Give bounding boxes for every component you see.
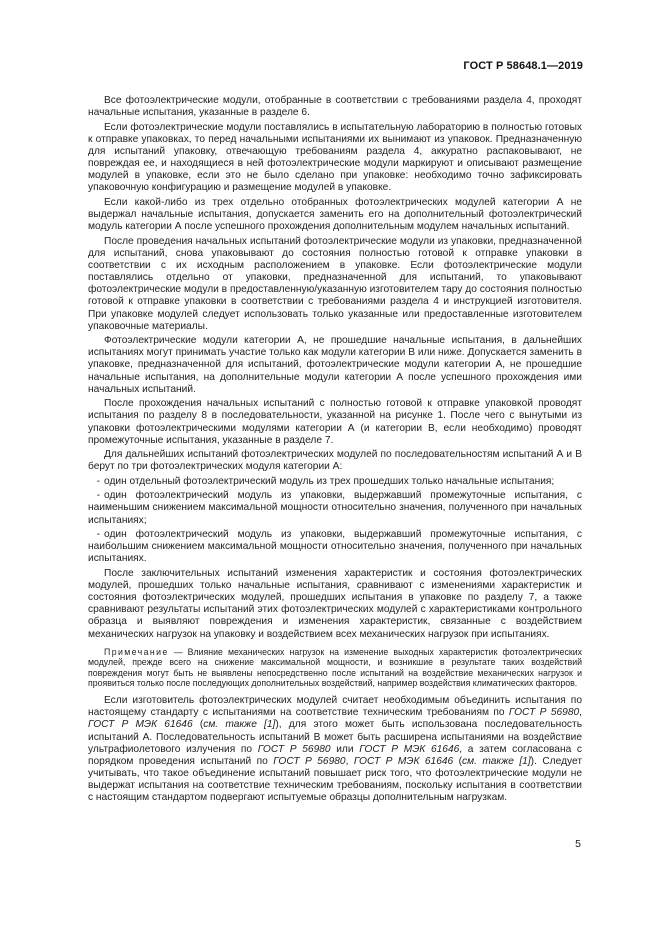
paragraph: После заключительных испытаний изменения характеристик и состояния фотоэлектрических модулей, прошедших только начальные испытания, сравнивают с изменениями характеристик и состояния фотоэлектрических модулей, прошедших испытания в упаковке по разделу 7, а также сравнивают результаты испытаний этих фотоэлектрических модулей с характеристиками контрольного образца и выявляют повреждения и изменения характеристик, связанные с воздействием механических нагрузок на упаковку и воздействием всех механических нагрузок при испытаниях. bbox=[88, 567, 582, 640]
bibliography-reference: см. также [1] bbox=[203, 719, 276, 731]
list-item: - один отдельный фотоэлектрический модуль из трех прошедших только начальные испытания; bbox=[96, 475, 555, 487]
paragraph: После прохождения начальных испытаний с полностью готовой к отправке упаковкой проводят испытания по разделу 8 в последовательности, указанной на рисунке 1. После чего с вынутыми из упаковки фотоэлектрическими модулями категории А (и категории В, если необходимо) проводят промежуточные испытания, указанные в разделе 7. bbox=[88, 398, 582, 446]
standard-reference: ГОСТ Р МЭК 61646 bbox=[359, 743, 460, 755]
standard-reference: ГОСТ Р 56980 bbox=[273, 755, 346, 767]
list-item-text: один фотоэлектрический модуль из упаковки, выдержавший промежуточные испытания, с наибольшим снижением максимальной мощности относительно значения, полученного при начальных испытаниях. bbox=[88, 528, 582, 565]
note-text: — Влияние механических нагрузок на изменение выходных характеристик фотоэлектрических модулей, прежде всего на снижение максимальной мощности, и возникшие в результате таких воздействий повреждения могут быть не выявлены непосредственно после испытаний на воздействие механических нагрузок и проявиться только после последующих дополнительных воздействий, например воздействия климатических факторов. bbox=[88, 646, 583, 689]
note bbox=[88, 647, 582, 689]
paragraph: Все фотоэлектрические модули, отобранные в соответствии с требованиями раздела 4, проходят начальные испытания, указанные в разделе 6. bbox=[88, 95, 582, 119]
text-run: ( bbox=[192, 719, 204, 731]
standard-reference: ГОСТ Р 56980 bbox=[257, 743, 331, 755]
list-item: - один фотоэлектрический модуль из упаковки, выдержавший промежуточные испытания, с наибольшим снижением максимальной мощности относительно значения, полученного при начальных испытаниях. bbox=[88, 528, 582, 565]
note-label: Примечание bbox=[104, 646, 169, 657]
document-body bbox=[88, 95, 582, 807]
text-run: или bbox=[330, 743, 360, 755]
text-run: ), для этого может быть использована последовательность испытаний А. Последовательность испытаний В может быть расширена испытаниями на воздействие ультрафиолетового излучения по bbox=[88, 719, 582, 755]
bibliography-reference: см. также [1] bbox=[462, 755, 531, 767]
paragraph: Если какой-либо из трех отдельно отобранных фотоэлектрических модулей категории А не выдержал начальные испытания, допускается заменить его на дополнительный фотоэлектрический модуль категории А после успешного прохождения дополнительным модулем начальных испытаний. bbox=[88, 196, 582, 233]
text-run: , а затем согласована с порядком проведения испытаний по bbox=[88, 743, 582, 767]
text-run: ( bbox=[453, 755, 463, 767]
text-run: , bbox=[345, 755, 354, 767]
standard-reference: ГОСТ Р 56980 bbox=[508, 707, 580, 719]
paragraph bbox=[88, 695, 582, 804]
page-number: 5 bbox=[575, 838, 581, 850]
list-item-text: один фотоэлектрический модуль из упаковки, выдержавший промежуточные испытания, с наименьшим снижением максимальной мощности относительно значения, полученного при начальных испытаниях; bbox=[88, 490, 582, 526]
paragraph: После проведения начальных испытаний фотоэлектрические модули из упаковки, предназначенной для испытаний, снова упаковывают до состояния полностью готовой к отправке упаковки в соответствии с их исходным расположением в упаковке. Если фотоэлектрические модули поставлялись отдельно от упаковки, предназначенной для испытаний, то упаковывают фотоэлектрические модули в предоставленную/указанную изготовителем тару до состояния полностью готовой к отправке упаковки в соответствии с требованиями раздела 4 и инструкцией изготовителя. При упаковке модулей следует использовать только указанные или предоставленные изготовителем упаковочные материалы. bbox=[88, 235, 582, 332]
list-item: - один фотоэлектрический модуль из упаковки, выдержавший промежуточные испытания, с наименьшим снижением максимальной мощности относительно значения, полученного при начальных испытаниях; bbox=[88, 490, 582, 526]
paragraph: Фотоэлектрические модули категории А, не прошедшие начальные испытания, в дальнейших испытаниях могут принимать участие только как модули категории В или ниже. Допускается заменить в упаковке, предназначенной для испытаний, фотоэлектрические модули категории А, не прошедшие начальные испытания, на дополнительные модули категории А после успешного прохождения ими начальных испытаний. bbox=[88, 335, 582, 395]
standard-reference: ГОСТ Р МЭК 61646 bbox=[353, 755, 454, 767]
text-run: ). Следует учитывать, что такое объединение испытаний повышает риск того, что фотоэлектрические модули не выдержат испытания на соответствие техническим требованиям, поскольку испытания в соответствии с настоящим стандартом подвергают испытуемые образцы дополнительным нагрузкам. bbox=[88, 755, 582, 804]
document-header: ГОСТ Р 58648.1—2019 bbox=[463, 60, 583, 72]
paragraph: Для дальнейших испытаний фотоэлектрических модулей по последовательностям испытаний А и В берут по три фотоэлектрических модуля категории А: bbox=[88, 449, 582, 473]
list-item-text: один отдельный фотоэлектрический модуль из трех прошедших только начальные испытания; bbox=[104, 475, 555, 487]
standard-reference: ГОСТ Р МЭК 61646 bbox=[88, 719, 193, 731]
text-run: Если изготовитель фотоэлектрических модулей считает необходимым объединить испытания по настоящему стандарту с испытаниями на соответствие техническим требованиям по bbox=[88, 695, 582, 719]
paragraph: Если фотоэлектрические модули поставлялись в испытательную лабораторию в полностью готовых к отправке упаковках, то перед начальными испытаниями их вынимают из упаковок. Предназначенную для испытаний упаковку, отвечающую требованиям раздела 4, аккуратно распаковывают, не повреждая ее, и находящиеся в ней фотоэлектрические модули маркируют и описывают размещение модулей в упаковке, если это не было сделано при упаковке: необходимо точно зафиксировать упаковочную конфигурацию и размещение модулей в упаковке. bbox=[88, 121, 582, 194]
text-run: , bbox=[579, 707, 583, 719]
